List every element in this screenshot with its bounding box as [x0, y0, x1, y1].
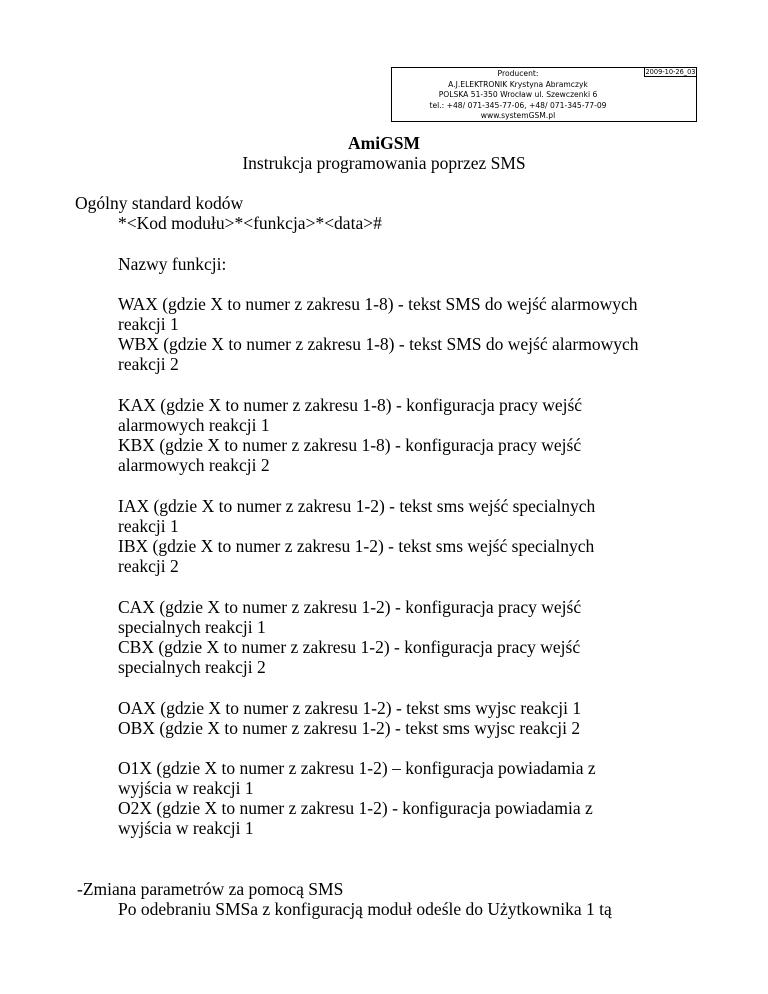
document-title: AmiGSM — [348, 133, 420, 153]
code-format: *<Kod modułu>*<funkcja>*<data># — [118, 213, 382, 233]
function-line: OAX (gdzie X to numer z zakresu 1-2) - tekst sms wyjsc reakcji 1 — [118, 698, 582, 718]
function-line: IBX (gdzie X to numer z zakresu 1-2) - tekst sms wejść specialnych — [118, 536, 595, 556]
producer-info-box — [391, 67, 697, 122]
general-heading: Ogólny standard kodów — [75, 193, 244, 213]
function-line: IAX (gdzie X to numer z zakresu 1-2) - tekst sms wejść specialnych — [118, 496, 596, 516]
function-line: O1X (gdzie X to numer z zakresu 1-2) – konfiguracja powiadamia z — [118, 758, 596, 778]
producer-address: POLSKA 51-350 Wrocław ul. Szewczenki 6 — [438, 90, 598, 99]
function-line: alarmowych reakcji 2 — [118, 455, 270, 475]
function-line: alarmowych reakcji 1 — [118, 415, 270, 435]
function-line: wyjścia w reakcji 1 — [118, 778, 254, 798]
producer-phone: tel.: +48/ 071-345-77-06, +48/ 071-345-77-09 — [429, 100, 607, 110]
document-code: 2009-10-26_03 — [645, 68, 696, 76]
function-line: reakcji 1 — [118, 516, 179, 536]
producer-website: www.systemGSM.pl — [480, 111, 556, 120]
document-subtitle: Instrukcja programowania poprzez SMS — [242, 153, 526, 173]
function-line: WBX (gdzie X to numer z zakresu 1-8) - tekst SMS do wejść alarmowych — [118, 334, 639, 354]
function-line: KBX (gdzie X to numer z zakresu 1-8) - konfiguracja pracy wejść — [118, 435, 582, 455]
function-line: wyjścia w reakcji 1 — [118, 818, 254, 838]
producer-text — [392, 69, 644, 122]
function-line: CBX (gdzie X to numer z zakresu 1-2) - konfiguracja pracy wejść — [118, 637, 581, 657]
function-line: WAX (gdzie X to numer z zakresu 1-8) - tekst SMS do wejść alarmowych — [118, 294, 638, 314]
producer-label: Producent: — [497, 69, 539, 78]
function-line: OBX (gdzie X to numer z zakresu 1-2) - tekst sms wyjsc reakcji 2 — [118, 718, 581, 738]
function-line: reakcji 2 — [118, 354, 179, 374]
functions-label: Nazwy funkcji: — [118, 254, 227, 274]
function-line: specialnych reakcji 1 — [118, 617, 266, 637]
function-line: KAX (gdzie X to numer z zakresu 1-8) - konfiguracja pracy wejść — [118, 395, 583, 415]
producer-company: A.J.ELEKTRONIK Krystyna Abramczyk — [448, 79, 588, 89]
function-line: specialnych reakcji 2 — [118, 657, 266, 677]
function-line: reakcji 2 — [118, 556, 179, 576]
function-line: O2X (gdzie X to numer z zakresu 1-2) - konfiguracja powiadamia z — [118, 798, 593, 818]
function-line: reakcji 1 — [118, 314, 179, 334]
change-heading: -Zmiana parametrów za pomocą SMS — [77, 879, 344, 899]
change-text: Po odebraniu SMSa z konfiguracją moduł odeśle do Użytkownika 1 tą — [118, 899, 612, 919]
function-line: CAX (gdzie X to numer z zakresu 1-2) - konfiguracja pracy wejść — [118, 597, 582, 617]
